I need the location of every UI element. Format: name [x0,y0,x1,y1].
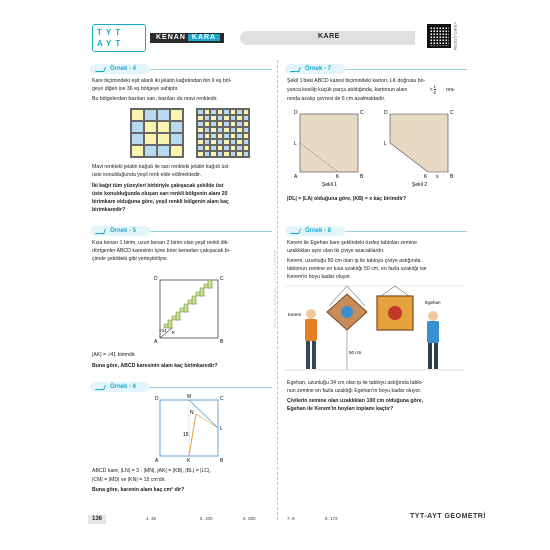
square-kn-figure [150,394,230,464]
sekil-2-figure [380,108,460,188]
paintings-figure [285,282,465,374]
ex6-label-l: L [220,426,223,432]
ex6-label-a: A [155,458,159,464]
grid-9-paper [130,108,184,158]
example-7-rule [345,69,467,70]
ex5-question: Buna göre, ABCD karesinin alanı kaç birimkaredir? [92,363,218,369]
example-8-label: Örnek - 8 [285,226,345,236]
s2-label-d: D [384,110,388,116]
ex5-text-2: dörtgenler ABCD karesinin içine birer kenarları çakışacak bi- [92,248,231,254]
ex4-text-1: Kare biçimindeki eşit alanlı iki jelatin kağıdından biri 9 eş böl- [92,78,232,84]
ex4-text-3: Bu bölgelerden bazıları sarı, bazıları da mavi renktedir. [92,96,218,102]
ex4-question-2: üste konulduğunda oluşan sarı renkli bölgenin alanı 20 [92,191,228,197]
ex7-question: |DL| = |LA| olduğuna göre, |KB| = x kaç birimdir? [287,196,407,202]
ex6-label-d: D [155,396,159,402]
ex5-text-3: çimde şekildeki gibi yerleştiriliyor. [92,256,169,262]
answer-6: 6. 280 [243,516,256,521]
ex5-label-c: C [220,276,224,282]
tyt-ayt-logo [92,24,146,52]
ex8-question-1: Çivilerin zemine olan uzaklıkları 100 cm olduğuna göre, [287,398,424,404]
ex6-given-1: ABCD kare, |LN| = 3 · |MN|, |AK| = |KB|, |BL| = |LC|, [92,468,211,474]
ex7-text-2b: ora- [446,87,456,93]
ex5-text-1: Kısa kenarı 1 birim, uzun kenarı 2 birim olan yeşil renkli dik- [92,240,229,246]
sekil-1-caption: Şekil 1 [322,182,338,188]
example-7-label: Örnek - 7 [285,64,345,74]
ex8-text-6: Egehan, uzunluğu 34 cm olan ip ile tabloyu astığında tablo- [287,380,424,386]
brand-first: KENAN [156,34,186,41]
ex7-text-3: nında azalıp çevresi de 6 cm azalmaktadır. [287,96,386,102]
s1-label-d: D [294,110,298,116]
answer-8: 8. 172 [325,516,338,521]
series-title: TYT-AYT GEOMETRİ [410,513,486,520]
ex7-text-2: yunca kesilip küçük parça atıldığında, kartonun alanı [287,87,408,93]
example-8-rule [345,231,467,232]
qr-code-icon[interactable] [427,24,451,48]
grid-36-paper [196,108,250,158]
ex5-label-root: √41 [159,328,167,333]
answer-4: 4. 36 [146,516,157,521]
column-divider [277,60,278,520]
page-number: 136 [88,515,106,524]
ex7-frac-den: 6 [433,90,437,95]
ex7-text-1: Şekil 1'deki ABCD karesi biçimindeki karton, LK doğrusu bo- [287,78,426,84]
watermark: Kenan Kara Matematik – TYT AYT Geometri [272,250,277,329]
ex4-question-4: birimkaredir? [92,207,126,213]
ex6-label-k: K [187,458,191,464]
s2-label-l: L [384,141,387,147]
ex6-label-n: N [190,410,194,416]
example-5-label: Örnek - 5 [90,226,150,236]
example-5-rule [150,231,272,232]
ex8-egehan-label: Egehan [425,300,441,305]
ex5-label-a: A [154,339,158,344]
s1-label-c: C [360,110,364,116]
ex8-kerem-label: Kerem [288,312,302,317]
s1-label-l: L [294,141,297,147]
ex7-fraction [430,84,436,95]
ex4-text-2: geye diğeri ise 36 eş bölgeye sahiptir. [92,86,179,92]
sekil-1-figure [290,108,370,188]
page-header [0,0,550,60]
ex8-text-7: nun zemine en fazla uzaklığı Egehan'ın boyu kadar oluyor. [287,388,422,394]
ex8-text-4: tablonun zemine en kısa uzaklığı 50 cm, en fazla uzaklığı ise [287,266,427,272]
sekil-2-caption: Şekil 2 [412,182,428,188]
video-solution-label: VİDEO ÇÖZÜM [453,22,458,51]
s2-label-b: B [450,174,454,180]
example-4-rule [150,69,272,70]
staircase-square-figure [150,272,230,344]
example-4-label: Örnek - 4 [90,64,150,74]
logo-bottom-text: AYT [97,39,125,48]
s2-label-c: C [450,110,454,116]
logo-top-text: TYT [97,28,125,37]
s2-label-x: x [436,174,439,180]
ex6-given-2: |CM| = |MD| ve |KN| = 15 cm'dir. [92,477,166,483]
ex6-question: Buna göre, karenin alanı kaç cm² dir? [92,487,185,493]
example-6-label: Örnek - 6 [90,382,150,392]
ex5-label-b: B [220,339,224,344]
section-title: KARE [318,33,340,40]
ex8-text-5: Kerem'in boyu kadar oluyor. [287,274,352,280]
ex5-label-d: D [154,276,158,282]
ex6-label-m: M [187,394,192,400]
s1-label-b: B [360,174,364,180]
ex7-frac-x: x [430,86,433,92]
ex4-text-4: Mavi renkteki jelatin kağıdı ile sarı renkteki jelatin kağıdı üst [92,164,229,170]
ex8-question-2: Egehan ile Kerem'in boyları toplamı kaçtır? [287,406,394,412]
ex8-text-3: Kerem, uzunluğu 50 cm olan ip ile tabloyu çiviye astığında [287,258,421,264]
ex4-text-5: üste konulduğunda yeşil renk elde edilmektedir. [92,172,202,178]
ex5-label-k: K [172,330,176,335]
ex8-dist-label: 50 cm [349,350,362,355]
s1-label-k: K [336,174,340,180]
ex6-label-15: 15 [183,432,189,438]
ex4-question-1: İki kağıt tüm yüzeyleri birbiriyle çakışacak şekilde üst [92,183,224,189]
answer-5: 5. 100 [200,516,213,521]
answer-7: 7. 6 [287,516,295,521]
ex6-label-c: C [220,396,224,402]
brand-name [150,33,224,43]
s2-label-k: K [424,174,428,180]
ex8-text-2: uzaklıkları aynı olan iki çiviye asacaklardır. [287,248,385,254]
s1-label-a: A [294,174,298,180]
brand-second: KARA [188,34,220,41]
ex8-text-1: Kerem ile Egehan kare şeklindeki özdeş tablolan zemine [287,240,418,246]
ex7-frac-num: 1 [433,84,437,89]
example-6-rule [150,387,272,388]
ex5-given: |AK| = √41 birimdir. [92,352,136,358]
ex4-question-3: birimkare olduğuna göre, yeşil renkli bölgenin alanı kaç [92,199,229,205]
ex6-label-b: B [220,458,224,464]
